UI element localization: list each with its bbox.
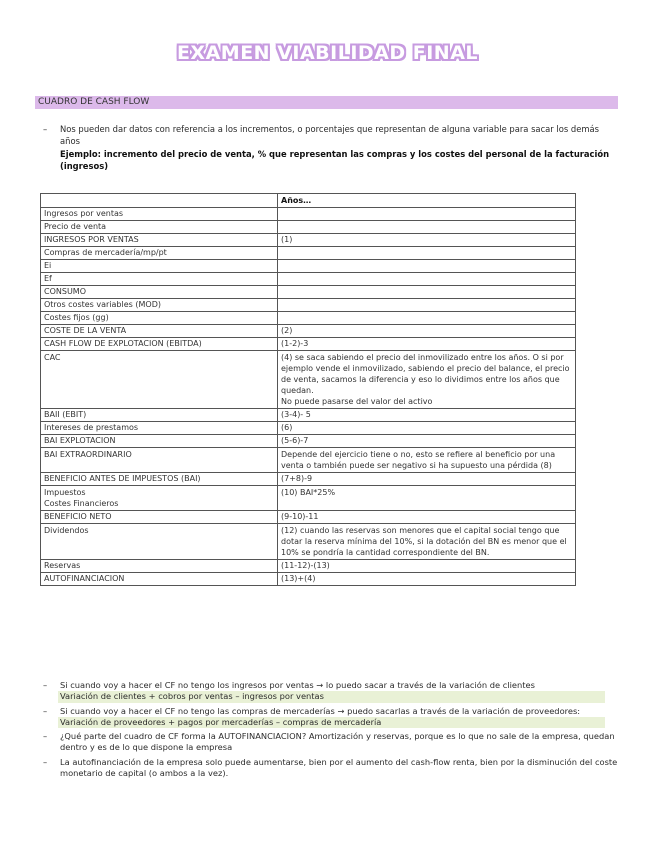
note-item: [43, 705, 625, 729]
intro-block: [43, 124, 620, 172]
row-label: BENEFICIO ANTES DE IMPUESTOS (BAI): [41, 473, 278, 486]
table-row: [41, 511, 576, 524]
bullet-dash: –: [43, 756, 48, 767]
note-item: [43, 731, 625, 754]
row-label: Costes fijos (gg): [41, 312, 278, 325]
row-label: AUTOFINANCIACION: [41, 573, 278, 586]
row-label: Reservas: [41, 560, 278, 573]
row-label: BENEFICIO NETO: [41, 511, 278, 524]
row-label: BAI EXTRAORDINARIO: [41, 448, 278, 473]
table-row: [41, 473, 576, 486]
row-value: [278, 208, 576, 221]
row-value: (6): [278, 422, 576, 435]
row-label: BAI EXPLOTACION: [41, 435, 278, 448]
bullet-dash: –: [43, 731, 48, 742]
row-value: [278, 221, 576, 234]
table-header-years: Años…: [278, 194, 576, 208]
bullet-dash: –: [43, 705, 48, 716]
intro-example: Ejemplo: incremento del precio de venta, % que representan las compras y los costes del personal de la facturación (ingresos): [60, 149, 610, 171]
row-value: (4) se saca sabiendo el precio del inmovilizado entre los años. O si por ejemplo vende el inmovilizado, sabiendo el precio del balance, el precio de venta, sacamos la diferencia y eso lo dividimos entre los años que quedan. No puede pasarse del valor del activo: [278, 351, 576, 409]
row-value: (3-4)- 5: [278, 409, 576, 422]
row-label: Otros costes variables (MOD): [41, 299, 278, 312]
table-row: [41, 325, 576, 338]
table-row: [41, 299, 576, 312]
row-value: (2): [278, 325, 576, 338]
table-row: [41, 234, 576, 247]
section-heading: CUADRO DE CASH FLOW: [35, 96, 618, 109]
table-row: [41, 208, 576, 221]
table-row: [41, 409, 576, 422]
row-value: (1): [278, 234, 576, 247]
row-label: INGRESOS POR VENTAS: [41, 234, 278, 247]
row-label: Ef: [41, 273, 278, 286]
table-row: [41, 247, 576, 260]
row-value: [278, 273, 576, 286]
page-title: EXAMEN VIABILIDAD FINAL: [176, 42, 479, 64]
row-label: CAC: [41, 351, 278, 409]
note-text: ¿Qué parte del cuadro de CF forma la AUTOFINANCIACION? Amortización y reservas, porque es lo que no sale de la empresa, quedan dentro y es de lo que dispone la empresa: [60, 731, 615, 753]
row-value: (7+8)-9: [278, 473, 576, 486]
row-label: Ei: [41, 260, 278, 273]
table-row: [41, 573, 576, 586]
note-text: La autofinanciación de la empresa solo puede aumentarse, bien por el aumento del cash-flow renta, bien por la disminución del coste monetario de capital (o ambos a la vez).: [60, 756, 618, 779]
row-label: CONSUMO: [41, 286, 278, 299]
row-value: [278, 312, 576, 325]
bullet-dash: –: [43, 680, 48, 690]
note-item: [43, 756, 625, 780]
table-row: [41, 338, 576, 351]
note-item: [43, 680, 625, 703]
row-value: [278, 247, 576, 260]
row-value: (13)+(4): [278, 573, 576, 586]
row-value: [278, 299, 576, 312]
table-row: [41, 422, 576, 435]
row-value: [278, 260, 576, 273]
table-row: [41, 273, 576, 286]
row-value: (1-2)-3: [278, 338, 576, 351]
row-value: (11-12)-(13): [278, 560, 576, 573]
row-value: (12) cuando las reservas son menores que el capital social tengo que dotar la reserva mínima del 10%, si la dotación del BN es menor que el 10% se pondría la cantidad correspondiente del BN.: [278, 524, 576, 560]
note-highlight: Variación de proveedores + pagos por mercaderías – compras de mercadería: [58, 717, 605, 728]
intro-text: Nos pueden dar datos con referencia a los incrementos, o porcentajes que representan de alguna variable para sacar los demás años: [60, 124, 600, 146]
table-row: [41, 448, 576, 473]
row-label: Intereses de prestamos: [41, 422, 278, 435]
table-row: [41, 560, 576, 573]
row-label: Precio de venta: [41, 221, 278, 234]
row-label: Compras de mercadería/mp/pt: [41, 247, 278, 260]
table-row: [41, 221, 576, 234]
note-highlight: Variación de clientes + cobros por ventas – ingresos por ventas: [58, 691, 605, 702]
row-label: Ingresos por ventas: [41, 208, 278, 221]
row-label: Dividendos: [41, 524, 278, 560]
table-row: [41, 312, 576, 325]
row-value: (9-10)-11: [278, 511, 576, 524]
row-value: (10) BAI*25%: [278, 486, 576, 511]
row-label: CASH FLOW DE EXPLOTACION (EBITDA): [41, 338, 278, 351]
note-text: Si cuando voy a hacer el CF no tengo las compras de mercaderías → puedo sacarlas a través de la variación de proveedores:: [60, 705, 581, 716]
table-row: [41, 286, 576, 299]
bullet-dash: –: [43, 124, 48, 134]
table-row: [41, 351, 576, 409]
table-row: [41, 260, 576, 273]
table-row: [41, 435, 576, 448]
table-header-row: [41, 194, 576, 208]
note-text: Si cuando voy a hacer el CF no tengo los ingresos por ventas → lo puedo sacar a través de la variación de clientes: [60, 680, 535, 690]
cash-flow-table: [40, 193, 576, 586]
table-header-empty: [41, 194, 278, 208]
table-row: [41, 524, 576, 560]
cash-flow-table-body: [41, 208, 576, 586]
notes-list: [43, 680, 625, 782]
table-row: [41, 486, 576, 511]
row-label: BAII (EBIT): [41, 409, 278, 422]
row-label: Impuestos Costes Financieros: [41, 486, 278, 511]
row-value: Depende del ejercicio tiene o no, esto se refiere al beneficio por una venta o también puede ser negativo si ha supuesto una pérdida (8): [278, 448, 576, 473]
row-label: COSTE DE LA VENTA: [41, 325, 278, 338]
row-value: [278, 286, 576, 299]
row-value: (5-6)-7: [278, 435, 576, 448]
